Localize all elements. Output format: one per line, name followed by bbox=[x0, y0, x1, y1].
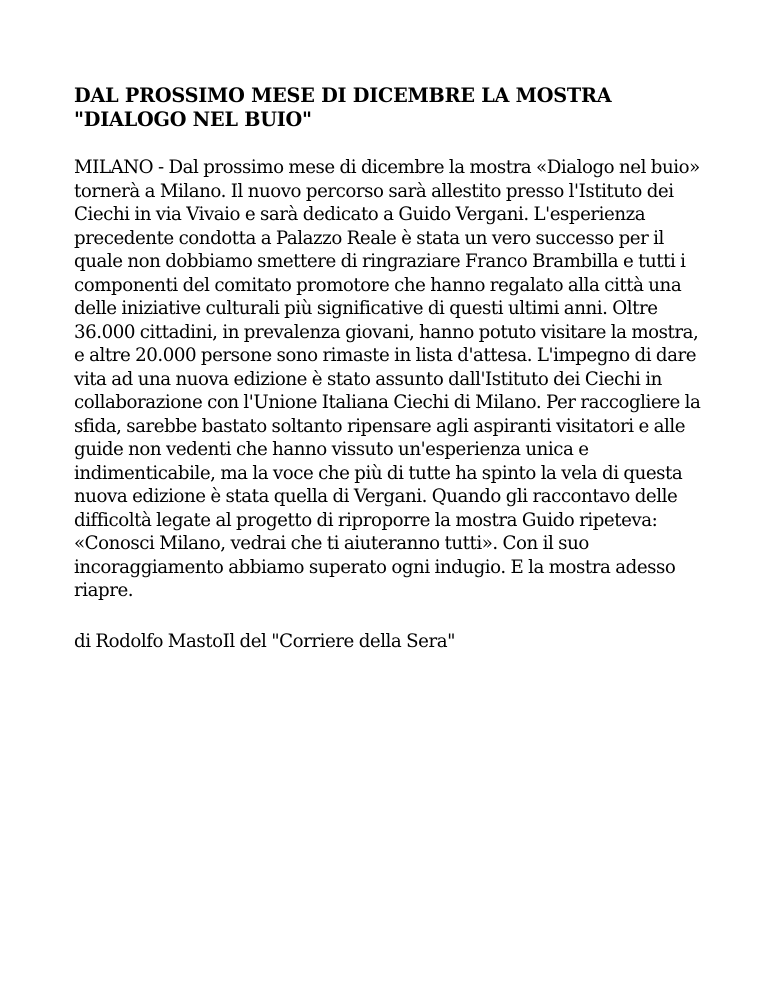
article-body: MILANO - Dal prossimo mese di dicembre la mostra «Dialogo nel buio» tornerà a Milano. Il nuovo percorso sarà allestito presso l'Istituto dei Ciechi in via Vivaio e sarà dedicato a Guido Vergani. L'esperienza precedente condotta a Palazzo Reale è stata un vero successo per il quale non dobbiamo smettere di ringraziare Franco Brambilla e tutti i componenti del comitato promotore che hanno regalato alla città una delle iniziative culturali più significative di questi ultimi anni. Oltre 36.000 cittadini, in prevalenza giovani, hanno potuto visitare la mostra, e altre 20.000 persone sono rimaste in lista d'attesa. L'impegno di dare vita ad una nuova edizione è stato assunto dall'Istituto dei Ciechi in collaborazione con l'Unione Italiana Ciechi di Milano. Per raccogliere la sfida, sarebbe bastato soltanto ripensare agli aspiranti visitatori e alle guide non vedenti che hanno vissuto un'esperienza unica e indimenticabile, ma la voce che più di tutte ha spinto la vela di questa nuova edizione è stata quella di Vergani. Quando gli raccontavo delle difficoltà legate al progetto di riproporre la mostra Guido ripeteva: «Conosci Milano, vedrai che ti aiuteranno tutti». Con il suo incoraggiamento abbiamo superato ogni indugio. E la mostra adesso riapre. bbox=[74, 157, 701, 601]
article-title: DAL PROSSIMO MESE DI DICEMBRE LA MOSTRA "DIALOGO NEL BUIO" bbox=[74, 84, 612, 131]
article bbox=[74, 84, 704, 653]
article-byline: di Rodolfo MastoIl del "Corriere della Sera" bbox=[74, 630, 456, 652]
